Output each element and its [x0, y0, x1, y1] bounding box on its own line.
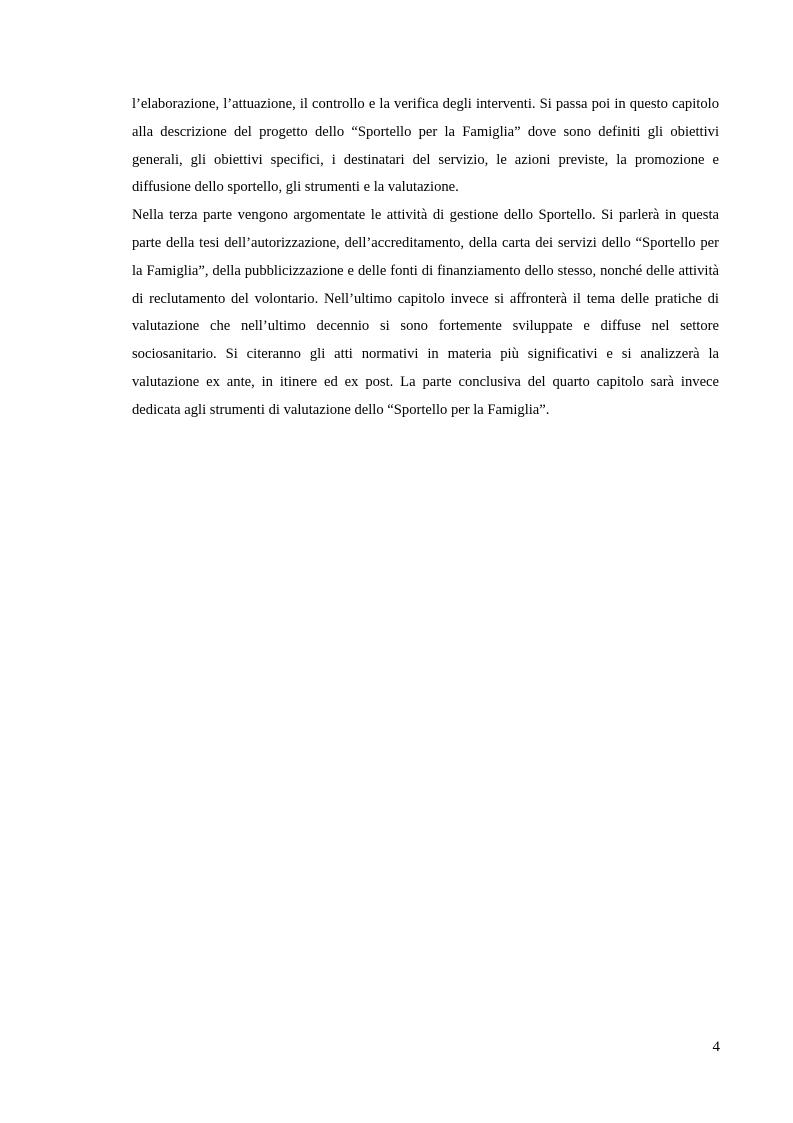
body-text — [132, 91, 719, 425]
page-number: 4 — [712, 1039, 720, 1055]
paragraph-1: l’elaborazione, l’attuazione, il controllo e la verifica degli interventi. Si passa poi in questo capitolo alla descrizione del progetto dello “Sportello per la Famiglia” dove sono definiti gli obiettivi generali, gli obiettivi specifici, i destinatari del servizio, le azioni previste, la promozione e diffusione dello sportello, gli strumenti e la valutazione. — [132, 96, 719, 196]
paragraph-2: Nella terza parte vengono argomentate le attività di gestione dello Sportello. Si parlerà in questa parte della tesi dell’autorizzazione, dell’accreditamento, della carta dei servizi dello “Sportello per la Famiglia”, della pubblicizzazione e delle fonti di finanziamento dello stesso, nonché delle attività di reclutamento del volontario. Nell’ultimo capitolo invece si affronterà il tema delle pratiche di valutazione che nell’ultimo decennio si sono fortemente sviluppate e diffuse nel settore sociosanitario. Si citeranno gli atti normativi in materia più significativi e si analizzerà la valutazione ex ante, in itinere ed ex post. La parte conclusiva del quarto capitolo sarà invece dedicata agli strumenti di valutazione dello “Sportello per la Famiglia”. — [132, 207, 719, 418]
